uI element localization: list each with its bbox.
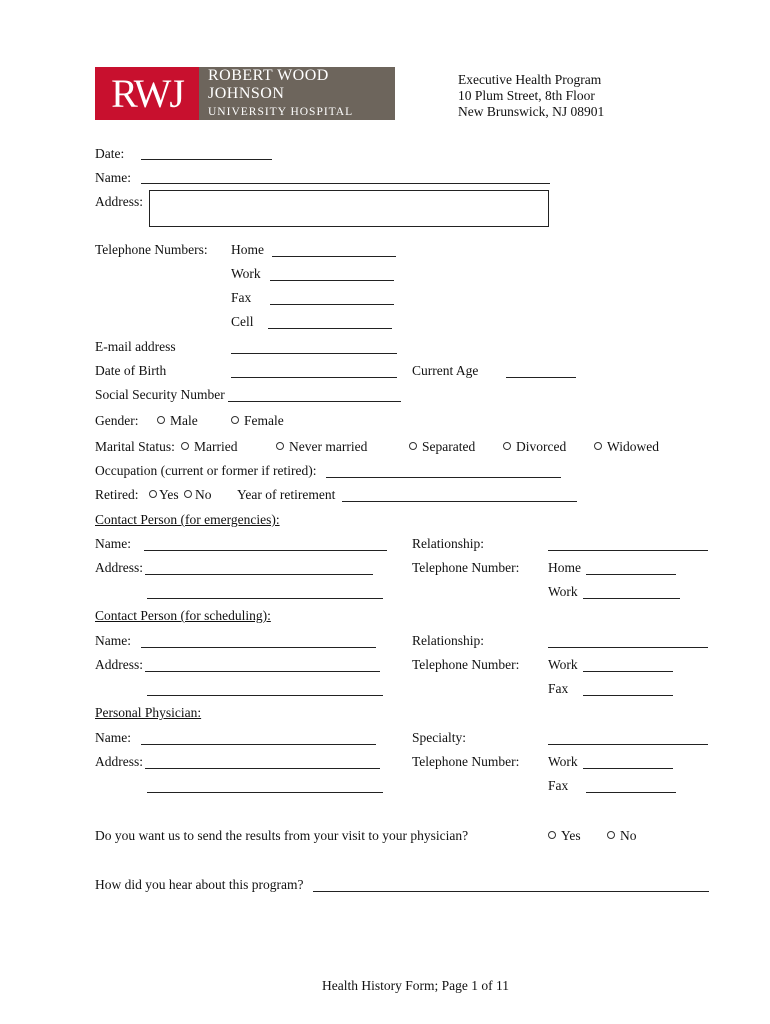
- scheduling-address-field-2[interactable]: [147, 695, 383, 696]
- scheduling-name-label: Name:: [95, 633, 131, 648]
- emergency-home-label: Home: [548, 560, 581, 575]
- emergency-work-field[interactable]: [583, 598, 680, 599]
- radio-icon: [594, 442, 602, 450]
- logo-line2: UNIVERSITY HOSPITAL: [208, 105, 354, 118]
- page-footer: Health History Form; Page 1 of 11: [322, 978, 509, 993]
- send-results-question: Do you want us to send the results from your visit to your physician?: [95, 828, 469, 843]
- physician-address-label: Address:: [95, 754, 143, 769]
- email-field[interactable]: [231, 353, 397, 354]
- address-label: Address:: [95, 194, 143, 209]
- current-age-label: Current Age: [412, 363, 479, 378]
- date-field[interactable]: [141, 159, 272, 160]
- emergency-relationship-field[interactable]: [548, 550, 708, 551]
- emergency-relationship-label: Relationship:: [412, 536, 484, 551]
- scheduling-relationship-label: Relationship:: [412, 633, 484, 648]
- marital-never-option[interactable]: [276, 439, 367, 455]
- scheduling-heading: Contact Person (for scheduling):: [95, 608, 271, 623]
- retired-no-option[interactable]: [184, 487, 212, 503]
- male-label: Male: [170, 413, 198, 428]
- home-phone-label: Home: [231, 242, 264, 257]
- logo-text: [199, 67, 395, 120]
- ssn-field[interactable]: [228, 401, 401, 402]
- occupation-label: Occupation (current or former if retired):: [95, 463, 317, 478]
- widowed-label: Widowed: [607, 439, 659, 454]
- physician-telephone-label: Telephone Number:: [412, 754, 520, 769]
- hear-about-label: How did you hear about this program?: [95, 877, 304, 892]
- radio-icon: [149, 490, 157, 498]
- hear-about-field[interactable]: [313, 891, 709, 892]
- emergency-heading: Contact Person (for emergencies):: [95, 512, 280, 527]
- gender-female-option[interactable]: [231, 413, 284, 429]
- emergency-name-field[interactable]: [144, 550, 387, 551]
- cell-field[interactable]: [268, 328, 392, 329]
- emergency-address-field-1[interactable]: [145, 574, 373, 575]
- emergency-telephone-label: Telephone Number:: [412, 560, 520, 575]
- divorced-label: Divorced: [516, 439, 567, 454]
- retirement-year-label: Year of retirement: [237, 487, 336, 502]
- marital-divorced-option[interactable]: [503, 439, 566, 455]
- radio-icon: [548, 831, 556, 839]
- work-phone-label: Work: [231, 266, 261, 281]
- name-label: Name:: [95, 170, 131, 185]
- marital-separated-option[interactable]: [409, 439, 475, 455]
- retired-no-label: No: [195, 487, 212, 502]
- physician-name-field[interactable]: [141, 744, 376, 745]
- dob-field[interactable]: [231, 377, 397, 378]
- scheduling-relationship-field[interactable]: [548, 647, 708, 648]
- program-city: New Brunswick, NJ 08901: [458, 104, 605, 119]
- physician-fax-field[interactable]: [586, 792, 676, 793]
- scheduling-telephone-label: Telephone Number:: [412, 657, 520, 672]
- date-label: Date:: [95, 146, 125, 161]
- program-name: Executive Health Program: [458, 72, 602, 87]
- logo-line1: ROBERT WOOD JOHNSON: [208, 66, 329, 102]
- gender-label: Gender:: [95, 413, 139, 428]
- send-results-yes-option[interactable]: [548, 828, 581, 844]
- name-field[interactable]: [141, 183, 550, 184]
- marital-married-option[interactable]: [181, 439, 237, 455]
- physician-work-label: Work: [548, 754, 578, 769]
- separated-label: Separated: [422, 439, 476, 454]
- scheduling-work-field[interactable]: [583, 671, 673, 672]
- physician-fax-label: Fax: [548, 778, 569, 793]
- scheduling-work-label: Work: [548, 657, 578, 672]
- married-label: Married: [194, 439, 238, 454]
- physician-specialty-label: Specialty:: [412, 730, 466, 745]
- radio-icon: [231, 416, 239, 424]
- send-results-yes-label: Yes: [561, 828, 581, 843]
- retired-yes-option[interactable]: [149, 487, 179, 503]
- radio-icon: [181, 442, 189, 450]
- emergency-name-label: Name:: [95, 536, 131, 551]
- physician-work-field[interactable]: [583, 768, 673, 769]
- cell-label: Cell: [231, 314, 254, 329]
- emergency-home-field[interactable]: [586, 574, 676, 575]
- radio-icon: [157, 416, 165, 424]
- retirement-year-field[interactable]: [342, 501, 577, 502]
- radio-icon: [607, 831, 615, 839]
- program-street: 10 Plum Street, 8th Floor: [458, 88, 595, 103]
- retired-label: Retired:: [95, 487, 139, 502]
- radio-icon: [184, 490, 192, 498]
- retired-yes-label: Yes: [159, 487, 179, 502]
- ssn-label: Social Security Number: [95, 387, 225, 402]
- physician-address-field-1[interactable]: [145, 768, 380, 769]
- hospital-logo: [95, 67, 395, 120]
- female-label: Female: [244, 413, 284, 428]
- current-age-field[interactable]: [506, 377, 576, 378]
- send-results-no-label: No: [620, 828, 637, 843]
- radio-icon: [409, 442, 417, 450]
- work-phone-field[interactable]: [270, 280, 394, 281]
- scheduling-address-label: Address:: [95, 657, 143, 672]
- fax-label: Fax: [231, 290, 252, 305]
- never-married-label: Never married: [289, 439, 368, 454]
- radio-icon: [276, 442, 284, 450]
- occupation-field[interactable]: [326, 477, 561, 478]
- scheduling-name-field[interactable]: [141, 647, 376, 648]
- radio-icon: [503, 442, 511, 450]
- dob-label: Date of Birth: [95, 363, 167, 378]
- physician-name-label: Name:: [95, 730, 131, 745]
- telephone-label: Telephone Numbers:: [95, 242, 208, 257]
- marital-widowed-option[interactable]: [594, 439, 659, 455]
- physician-specialty-field[interactable]: [548, 744, 708, 745]
- emergency-address-label: Address:: [95, 560, 143, 575]
- scheduling-fax-field[interactable]: [583, 695, 673, 696]
- logo-mark: RWJ: [95, 67, 199, 120]
- emergency-address-field-2[interactable]: [147, 598, 383, 599]
- scheduling-address-field-1[interactable]: [145, 671, 380, 672]
- send-results-no-option[interactable]: [607, 828, 637, 844]
- fax-field[interactable]: [270, 304, 394, 305]
- emergency-work-label: Work: [548, 584, 578, 599]
- address-field[interactable]: [149, 190, 549, 227]
- gender-male-option[interactable]: [157, 413, 198, 429]
- email-label: E-mail address: [95, 339, 176, 354]
- physician-heading: Personal Physician:: [95, 705, 202, 720]
- marital-label: Marital Status:: [95, 439, 175, 454]
- scheduling-fax-label: Fax: [548, 681, 569, 696]
- home-phone-field[interactable]: [272, 256, 396, 257]
- physician-address-field-2[interactable]: [147, 792, 383, 793]
